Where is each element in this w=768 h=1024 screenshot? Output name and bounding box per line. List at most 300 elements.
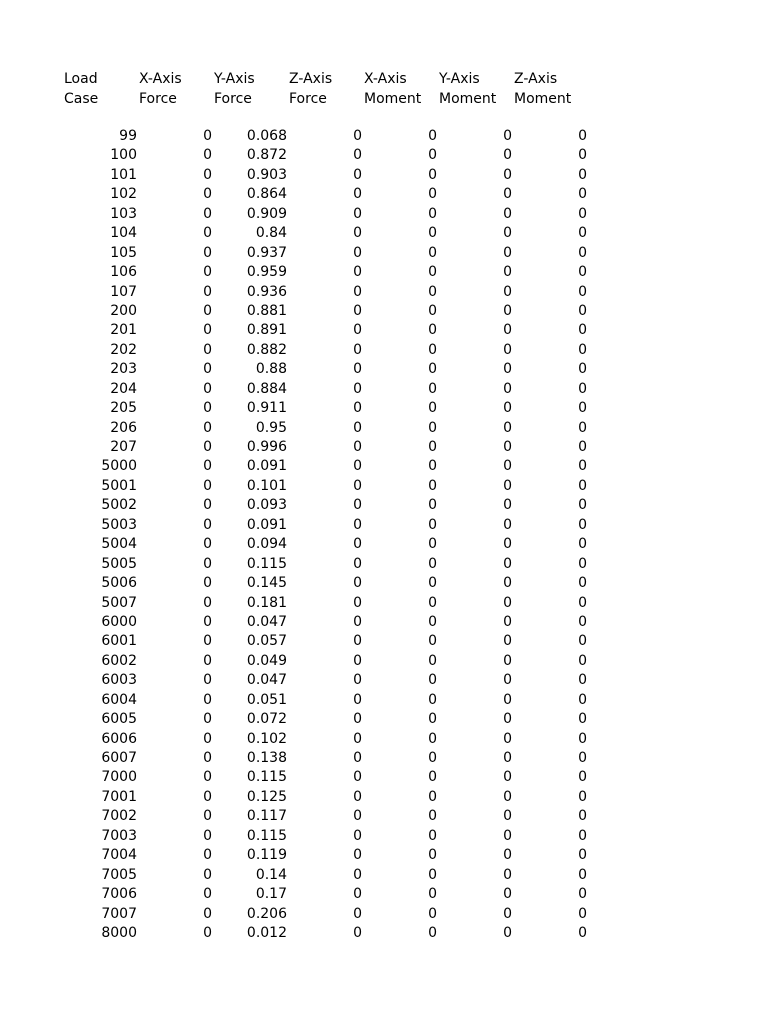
z-axis-force-cell: 0 [353,400,362,417]
z-axis-moment-cell: 0 [578,788,587,805]
y-axis-moment-cell: 0 [503,691,512,708]
x-axis-force-cell: 0 [203,166,212,183]
table-row [64,302,604,321]
header-line: Force [214,91,252,107]
x-axis-moment-cell: 0 [428,652,437,669]
x-axis-moment-cell: 0 [428,516,437,533]
header-line: Y-Axis [439,71,480,87]
y-axis-force-cell: 0.094 [246,536,287,553]
load-case-cell: 107 [110,283,137,300]
z-axis-force-cell: 0 [353,458,362,475]
y-axis-force-cell: 0.115 [246,769,287,786]
load-case-cell: 7006 [101,886,137,903]
z-axis-moment-cell: 0 [578,341,587,358]
header-y-axis-force [214,69,255,109]
table-row [64,244,604,263]
y-axis-moment-cell: 0 [503,652,512,669]
header-line: Force [139,91,177,107]
z-axis-force-cell: 0 [353,788,362,805]
load-case-cell: 5004 [101,536,137,553]
x-axis-moment-cell: 0 [428,497,437,514]
table-row [64,360,604,379]
y-axis-moment-cell: 0 [503,419,512,436]
z-axis-moment-cell: 0 [578,322,587,339]
z-axis-force-cell: 0 [353,166,362,183]
table-header [64,69,604,109]
z-axis-force-cell: 0 [353,225,362,242]
z-axis-force-cell: 0 [353,147,362,164]
table-row [64,788,604,807]
table-row [64,263,604,282]
header-load-case [64,69,98,109]
x-axis-moment-cell: 0 [428,613,437,630]
table-row [64,185,604,204]
z-axis-force-cell: 0 [353,128,362,144]
x-axis-force-cell: 0 [203,341,212,358]
y-axis-moment-cell: 0 [503,555,512,572]
x-axis-moment-cell: 0 [428,283,437,300]
y-axis-force-cell: 0.117 [246,808,287,825]
load-case-cell: 7002 [101,808,137,825]
y-axis-force-cell: 0.115 [246,827,287,844]
z-axis-moment-cell: 0 [578,439,587,455]
z-axis-moment-cell: 0 [578,652,587,669]
x-axis-force-cell: 0 [203,439,212,455]
z-axis-force-cell: 0 [353,361,362,378]
z-axis-moment-cell: 0 [578,730,587,747]
x-axis-force-cell: 0 [203,147,212,164]
z-axis-force-cell: 0 [353,536,362,553]
table-row [64,905,604,924]
z-axis-moment-cell: 0 [578,186,587,203]
z-axis-force-cell: 0 [353,380,362,397]
z-axis-moment-cell: 0 [578,205,587,222]
table-row [64,166,604,185]
x-axis-force-cell: 0 [203,808,212,825]
z-axis-moment-cell: 0 [578,905,587,922]
x-axis-moment-cell: 0 [428,380,437,397]
z-axis-force-cell: 0 [353,730,362,747]
x-axis-force-cell: 0 [203,225,212,242]
z-axis-force-cell: 0 [353,283,362,300]
y-axis-moment-cell: 0 [503,827,512,844]
z-axis-force-cell: 0 [353,613,362,630]
load-case-cell: 6002 [101,652,137,669]
x-axis-force-cell: 0 [203,652,212,669]
z-axis-force-cell: 0 [353,847,362,864]
load-case-cell: 102 [110,186,137,203]
y-axis-moment-cell: 0 [503,477,512,494]
x-axis-moment-cell: 0 [428,575,437,592]
y-axis-moment-cell: 0 [503,750,512,766]
header-x-axis-force [139,69,182,109]
z-axis-force-cell: 0 [353,594,362,611]
x-axis-force-cell: 0 [203,205,212,222]
y-axis-moment-cell: 0 [503,497,512,514]
z-axis-force-cell: 0 [353,264,362,281]
table-row [64,477,604,496]
header-line: Case [64,91,99,107]
table-row [64,768,604,787]
x-axis-moment-cell: 0 [428,808,437,825]
y-axis-moment-cell: 0 [503,322,512,339]
x-axis-moment-cell: 0 [428,361,437,378]
y-axis-moment-cell: 0 [503,147,512,164]
load-case-cell: 7000 [101,769,137,786]
x-axis-force-cell: 0 [203,536,212,553]
y-axis-force-cell: 0.937 [246,244,287,261]
x-axis-moment-cell: 0 [428,788,437,805]
z-axis-force-cell: 0 [353,555,362,572]
table-row [64,846,604,865]
x-axis-moment-cell: 0 [428,166,437,183]
table-row [64,438,604,457]
x-axis-moment-cell: 0 [428,633,437,650]
load-case-cell: 100 [110,147,137,164]
z-axis-force-cell: 0 [353,516,362,533]
y-axis-force-cell: 0.047 [246,613,287,630]
table-row [64,594,604,613]
y-axis-moment-cell: 0 [503,244,512,261]
load-case-cell: 6007 [101,750,137,766]
z-axis-force-cell: 0 [353,186,362,203]
z-axis-moment-cell: 0 [578,264,587,281]
y-axis-force-cell: 0.145 [246,575,287,592]
table-row [64,730,604,749]
x-axis-moment-cell: 0 [428,439,437,455]
z-axis-moment-cell: 0 [578,827,587,844]
y-axis-moment-cell: 0 [503,808,512,825]
x-axis-force-cell: 0 [203,886,212,903]
header-line: Moment [439,91,497,107]
y-axis-force-cell: 0.206 [246,905,287,922]
x-axis-force-cell: 0 [203,380,212,397]
x-axis-moment-cell: 0 [428,866,437,883]
y-axis-moment-cell: 0 [503,400,512,417]
x-axis-force-cell: 0 [203,128,212,144]
z-axis-moment-cell: 0 [578,380,587,397]
z-axis-force-cell: 0 [353,497,362,514]
y-axis-moment-cell: 0 [503,866,512,883]
y-axis-force-cell: 0.138 [246,750,287,766]
z-axis-force-cell: 0 [353,322,362,339]
x-axis-moment-cell: 0 [428,827,437,844]
x-axis-force-cell: 0 [203,769,212,786]
load-case-cell: 203 [110,361,137,378]
z-axis-moment-cell: 0 [578,477,587,494]
y-axis-force-cell: 0.057 [246,633,287,650]
x-axis-force-cell: 0 [203,497,212,514]
y-axis-moment-cell: 0 [503,769,512,786]
header-line: Y-Axis [214,71,255,87]
x-axis-moment-cell: 0 [428,672,437,689]
x-axis-force-cell: 0 [203,516,212,533]
y-axis-force-cell: 0.88 [255,361,287,378]
x-axis-moment-cell: 0 [428,594,437,611]
y-axis-force-cell: 0.115 [246,555,287,572]
y-axis-force-cell: 0.093 [246,497,287,514]
load-case-cell: 5000 [101,458,137,475]
load-case-cell: 206 [110,419,137,436]
load-case-cell: 7004 [101,847,137,864]
z-axis-moment-cell: 0 [578,244,587,261]
x-axis-force-cell: 0 [203,594,212,611]
y-axis-force-cell: 0.068 [246,128,287,144]
load-case-cell: 7001 [101,788,137,805]
table-row [64,652,604,671]
load-case-cell: 6006 [101,730,137,747]
y-axis-moment-cell: 0 [503,128,512,144]
table-row [64,749,604,768]
table-row [64,205,604,224]
z-axis-force-cell: 0 [353,827,362,844]
y-axis-force-cell: 0.909 [246,205,287,222]
table-row [64,516,604,535]
table-row [64,419,604,438]
y-axis-moment-cell: 0 [503,905,512,922]
header-line: Load [64,71,98,87]
y-axis-moment-cell: 0 [503,283,512,300]
table-row [64,341,604,360]
y-axis-force-cell: 0.125 [246,788,287,805]
z-axis-moment-cell: 0 [578,536,587,553]
x-axis-force-cell: 0 [203,283,212,300]
x-axis-moment-cell: 0 [428,691,437,708]
z-axis-force-cell: 0 [353,439,362,455]
header-x-axis-moment [364,69,421,109]
load-case-cell: 6004 [101,691,137,708]
x-axis-moment-cell: 0 [428,847,437,864]
z-axis-force-cell: 0 [353,302,362,319]
x-axis-moment-cell: 0 [428,341,437,358]
y-axis-moment-cell: 0 [503,361,512,378]
header-line: X-Axis [139,71,182,87]
load-case-cell: 99 [119,128,137,144]
y-axis-moment-cell: 0 [503,594,512,611]
z-axis-moment-cell: 0 [578,302,587,319]
x-axis-force-cell: 0 [203,750,212,766]
y-axis-force-cell: 0.996 [246,439,287,455]
x-axis-moment-cell: 0 [428,128,437,144]
z-axis-moment-cell: 0 [578,866,587,883]
x-axis-moment-cell: 0 [428,302,437,319]
x-axis-moment-cell: 0 [428,264,437,281]
z-axis-force-cell: 0 [353,477,362,494]
table-row [64,283,604,302]
z-axis-moment-cell: 0 [578,769,587,786]
header-line: Moment [514,91,572,107]
y-axis-moment-cell: 0 [503,847,512,864]
table-row [64,496,604,515]
load-case-cell: 5006 [101,575,137,592]
x-axis-force-cell: 0 [203,186,212,203]
x-axis-moment-cell: 0 [428,924,437,941]
y-axis-moment-cell: 0 [503,439,512,455]
z-axis-force-cell: 0 [353,924,362,941]
load-case-cell: 201 [110,322,137,339]
y-axis-moment-cell: 0 [503,205,512,222]
z-axis-force-cell: 0 [353,769,362,786]
x-axis-force-cell: 0 [203,866,212,883]
y-axis-moment-cell: 0 [503,536,512,553]
y-axis-force-cell: 0.881 [246,302,287,319]
y-axis-moment-cell: 0 [503,613,512,630]
table-row [64,146,604,165]
z-axis-moment-cell: 0 [578,633,587,650]
y-axis-force-cell: 0.012 [246,924,287,941]
x-axis-force-cell: 0 [203,730,212,747]
load-case-cell: 6005 [101,711,137,728]
y-axis-force-cell: 0.047 [246,672,287,689]
table-row [64,380,604,399]
x-axis-moment-cell: 0 [428,750,437,766]
x-axis-moment-cell: 0 [428,555,437,572]
z-axis-force-cell: 0 [353,652,362,669]
x-axis-moment-cell: 0 [428,886,437,903]
z-axis-moment-cell: 0 [578,613,587,630]
x-axis-force-cell: 0 [203,322,212,339]
y-axis-moment-cell: 0 [503,341,512,358]
y-axis-force-cell: 0.119 [246,847,287,864]
y-axis-force-cell: 0.936 [246,283,287,300]
z-axis-moment-cell: 0 [578,808,587,825]
z-axis-moment-cell: 0 [578,886,587,903]
z-axis-moment-cell: 0 [578,283,587,300]
y-axis-moment-cell: 0 [503,633,512,650]
header-line: Force [289,91,327,107]
y-axis-moment-cell: 0 [503,886,512,903]
z-axis-force-cell: 0 [353,575,362,592]
load-case-cell: 202 [110,341,137,358]
table-row [64,710,604,729]
load-case-cell: 106 [110,264,137,281]
z-axis-force-cell: 0 [353,808,362,825]
z-axis-force-cell: 0 [353,866,362,883]
header-z-axis-force [289,69,332,109]
load-case-cell: 8000 [101,924,137,941]
load-case-cell: 101 [110,166,137,183]
header-y-axis-moment [439,69,496,109]
load-case-cell: 6001 [101,633,137,650]
y-axis-force-cell: 0.872 [246,147,287,164]
load-case-cell: 5002 [101,497,137,514]
y-axis-force-cell: 0.091 [246,458,287,475]
load-case-cell: 103 [110,205,137,222]
z-axis-force-cell: 0 [353,672,362,689]
z-axis-force-cell: 0 [353,633,362,650]
table-row [64,807,604,826]
y-axis-force-cell: 0.049 [246,652,287,669]
z-axis-moment-cell: 0 [578,225,587,242]
z-axis-moment-cell: 0 [578,594,587,611]
x-axis-force-cell: 0 [203,555,212,572]
x-axis-force-cell: 0 [203,924,212,941]
y-axis-moment-cell: 0 [503,225,512,242]
y-axis-moment-cell: 0 [503,380,512,397]
header-line: Z-Axis [289,71,333,87]
z-axis-force-cell: 0 [353,244,362,261]
x-axis-force-cell: 0 [203,633,212,650]
z-axis-force-cell: 0 [353,205,362,222]
table-row [64,632,604,651]
table-row [64,613,604,632]
z-axis-moment-cell: 0 [578,458,587,475]
x-axis-moment-cell: 0 [428,147,437,164]
load-case-table [64,69,604,941]
x-axis-moment-cell: 0 [428,711,437,728]
z-axis-moment-cell: 0 [578,516,587,533]
z-axis-moment-cell: 0 [578,575,587,592]
x-axis-moment-cell: 0 [428,730,437,747]
x-axis-force-cell: 0 [203,827,212,844]
y-axis-force-cell: 0.911 [246,400,287,417]
header-line: Moment [364,91,422,107]
table-row [64,535,604,554]
y-axis-force-cell: 0.891 [246,322,287,339]
y-axis-moment-cell: 0 [503,516,512,533]
x-axis-moment-cell: 0 [428,225,437,242]
z-axis-moment-cell: 0 [578,400,587,417]
x-axis-force-cell: 0 [203,244,212,261]
y-axis-force-cell: 0.864 [246,186,287,203]
z-axis-force-cell: 0 [353,419,362,436]
y-axis-moment-cell: 0 [503,186,512,203]
load-case-cell: 7007 [101,905,137,922]
x-axis-force-cell: 0 [203,672,212,689]
y-axis-force-cell: 0.101 [246,477,287,494]
y-axis-moment-cell: 0 [503,788,512,805]
load-case-cell: 5003 [101,516,137,533]
load-case-cell: 5001 [101,477,137,494]
x-axis-moment-cell: 0 [428,536,437,553]
y-axis-moment-cell: 0 [503,575,512,592]
z-axis-moment-cell: 0 [578,166,587,183]
header-line: X-Axis [364,71,407,87]
y-axis-moment-cell: 0 [503,264,512,281]
z-axis-moment-cell: 0 [578,691,587,708]
x-axis-moment-cell: 0 [428,400,437,417]
table-row [64,671,604,690]
x-axis-moment-cell: 0 [428,419,437,436]
load-case-cell: 204 [110,380,137,397]
x-axis-moment-cell: 0 [428,205,437,222]
header-line: Z-Axis [514,71,558,87]
load-case-cell: 6003 [101,672,137,689]
y-axis-force-cell: 0.14 [255,866,287,883]
table-row [64,399,604,418]
table-row [64,321,604,340]
y-axis-moment-cell: 0 [503,458,512,475]
z-axis-moment-cell: 0 [578,555,587,572]
z-axis-force-cell: 0 [353,905,362,922]
x-axis-moment-cell: 0 [428,458,437,475]
x-axis-force-cell: 0 [203,302,212,319]
x-axis-moment-cell: 0 [428,905,437,922]
x-axis-force-cell: 0 [203,613,212,630]
z-axis-force-cell: 0 [353,750,362,766]
z-axis-force-cell: 0 [353,886,362,903]
y-axis-moment-cell: 0 [503,302,512,319]
load-case-cell: 104 [110,225,137,242]
x-axis-force-cell: 0 [203,711,212,728]
table-row [64,691,604,710]
load-case-cell: 207 [110,439,137,455]
load-case-cell: 6000 [101,613,137,630]
z-axis-force-cell: 0 [353,691,362,708]
load-case-cell: 7005 [101,866,137,883]
load-case-cell: 5005 [101,555,137,572]
z-axis-moment-cell: 0 [578,497,587,514]
